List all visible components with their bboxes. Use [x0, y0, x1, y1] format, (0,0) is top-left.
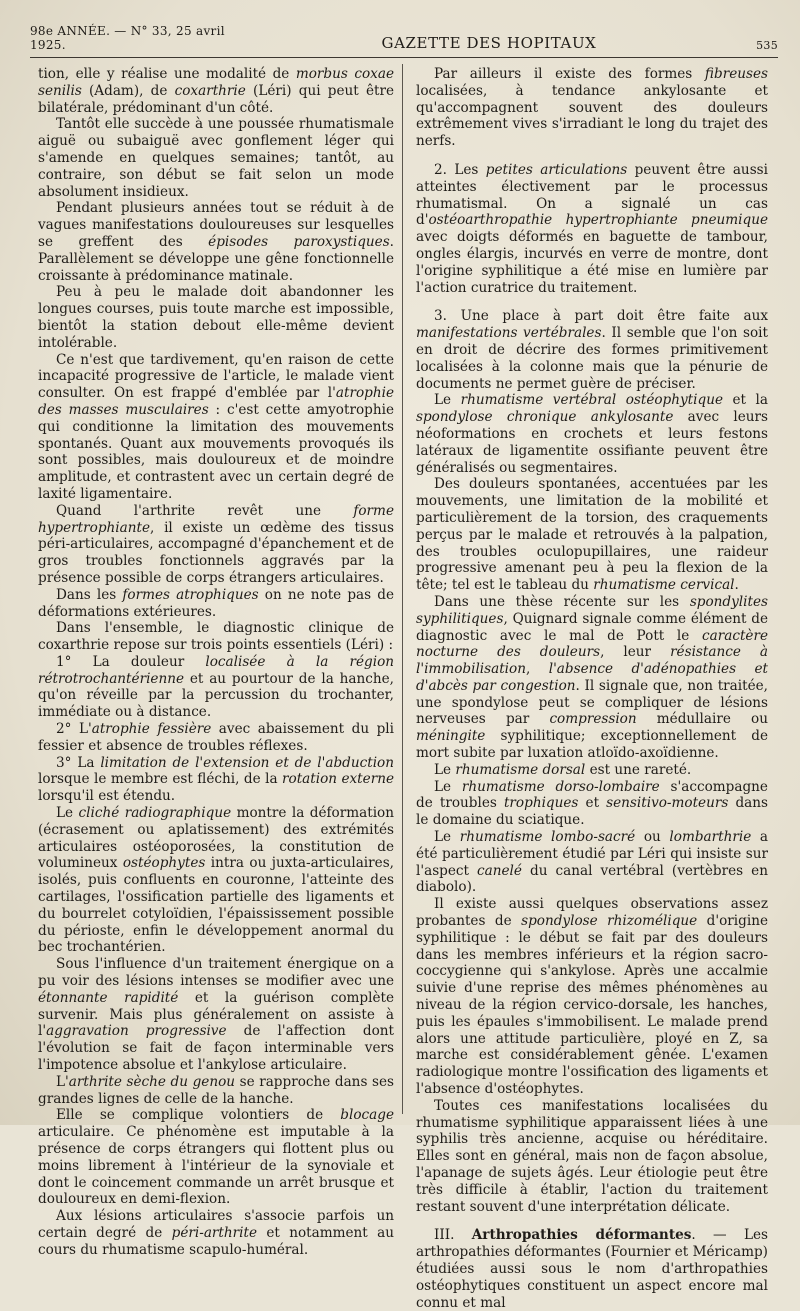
paragraph-p12: Le cliché radiographique montre la déformation (écrasement ou aplatissement) des extrémités articulaires ostéoporosées, la constitution de volumineux ostéophytes intra ou juxta-articulaires, isolés, puis confluents en couronne, l'atteinte des cartilages, l'ossification partielle des ligaments et du bourrelet cotyloïdien, l'épaississement possible du périoste, enfin le développement anormal du bec trochantérien. — [38, 805, 394, 956]
paragraph-p13: Sous l'influence d'un traitement énergique on a pu voir des lésions intenses se modifier avec une étonnante rapidité et la guérison complète survenir. Mais plus généralement on assiste à l'aggravation progressive de l'affection dont l'évolution se fait de façon interminable vers l'impotence absolue et l'ankylose articulaire. — [38, 956, 394, 1074]
paragraph-p4: Peu à peu le malade doit abandonner les longues courses, puis toute marche est impossible, bientôt la station debout elle-même devient intolérable. — [38, 284, 394, 351]
paragraph-p3: Pendant plusieurs années tout se réduit à de vagues manifestations douloureuses sur lesquelles se greffent des épisodes paroxystiques. Parallèlement se développe une gêne fonctionnelle croissante à prédominance matinale. — [38, 200, 394, 284]
left-column — [38, 66, 394, 1259]
paragraph-r5: Des douleurs spontanées, accentuées par les mouvements, une limitation de la mobilité et particulièrement de la torsion, des craquements perçus par le malade et retrouvés à la palpation, des troubles oculopupillaires, une raideur progressive amenant peu à peu la flexion de la tête; tel est le tableau du rhumatisme cervical. — [416, 476, 768, 594]
paragraph-p7: Dans les formes atrophiques on ne note pas de déformations extérieures. — [38, 586, 394, 620]
paragraph-r4: Le rhumatisme vertébral ostéophytique et la spondylose chronique ankylosante avec leurs néoformations en crochets et leurs festons latéraux de ligamentite ossifiante peuvent être généralisés ou segmentaires. — [416, 392, 768, 476]
paragraph-r11: Toutes ces manifestations localisées du rhumatisme syphilitique apparaissent liées à une syphilis très ancienne, acquise ou héréditaire. Elles sont en général, mais non de façon absolue, l'apanage de sujets âgés. Leur étiologie peut être très difficile à établir, l'action du traitement restant souvent d'une interprétation délicate. — [416, 1097, 768, 1215]
paragraph-r2: 2. Les petites articulations peuvent être aussi atteintes électivement par le processus rhumatismal. On a signalé un cas d'ostéoarthropathie hypertrophiante pneumique avec doigts déformés en baguette de tambour, ongles élargis, incurvés en verre de montre, dont l'origine syphilitique a été mise en lumière par l'action curatrice du traitement. — [416, 161, 768, 296]
paragraph-p14: L'arthrite sèche du genou se rapproche dans ses grandes lignes de celle de la hanche. — [38, 1073, 394, 1107]
paragraph-r3: 3. Une place à part doit être faite aux manifestations vertébrales. Il semble que l'on soit en droit de décrire des formes primitivement localisées à la colonne mais que la pénurie de documents ne permet guère de préciser. — [416, 308, 768, 392]
paragraph-r7: Le rhumatisme dorsal est une rareté. — [434, 761, 692, 778]
paragraph-r6: Dans une thèse récente sur les spondylites syphilitiques, Quignard signale comme élément de diagnostic avec le mal de Pott le caractère nocturne des douleurs, leur résistance à l'immobilisation, l'absence d'adénopathies et d'abcès par congestion. Il signale que, non traitée, une spondylose peut se compliquer de lésions nerveuses par compression médullaire ou méningite syphilitique; exceptionnellement de mort subite par luxation atloïdo-axoïdienne. — [416, 593, 768, 762]
page-header — [30, 22, 778, 52]
paragraph-p15: Elle se complique volontiers de blocage articulaire. Ce phénomène est imputable à la présence de corps étrangers qui flottent plus ou moins librement à l'intérieur de la synoviale et dont le coincement commande un arrêt brusque et douloureux en demi-flexion. — [38, 1107, 394, 1208]
paragraph-r9: Le rhumatisme lombo-sacré ou lombarthrie a été particulièrement étudié par Léri qui insiste sur l'aspect canelé du canal vertébral (vertèbres en diabolo). — [416, 829, 768, 896]
paragraph-r1: Par ailleurs il existe des formes fibreuses localisées, à tendance ankylosante et qu'accompagnent souvent des douleurs extrêmement vives s'irradiant le long du trajet des nerfs. — [416, 66, 768, 150]
page-number: 535 — [756, 39, 778, 52]
paragraph-p9: 1° La douleur localisée à la région rétrotrochantérienne et au pourtour de la hanche, qu'on réveille par la percussion du trochanter, immédiate ou à distance. — [38, 653, 395, 721]
paragraph-p16: Aux lésions articulaires s'associe parfois un certain degré de péri-arthrite et notamment au cours du rhumatisme scapulo-huméral. — [38, 1208, 394, 1258]
paragraph-r8: Le rhumatisme dorso-lombaire s'accompagne de troubles trophiques et sensitivo-moteurs dans le domaine du sciatique. — [416, 778, 769, 829]
paragraph-p5: Ce n'est que tardivement, qu'en raison de cette incapacité progressive de l'article, le malade vient consulter. On est frappé d'emblée par l'atrophie des masses musculaires : c'est cette amyotrophie qui conditionne la limitation des mouvements spontanés. Quant aux mouvements provoqués ils sont possibles, mais douloureux et de moindre amplitude, et contrastent avec un certain degré de laxité ligamentaire. — [38, 351, 394, 502]
journal-title: GAZETTE DES HOPITAUX — [381, 34, 597, 52]
column-divider — [402, 64, 403, 1114]
paragraph-r10: Il existe aussi quelques observations assez probantes de spondylose rhizomélique d'origine syphilitique : le début se fait par des douleurs dans les membres inférieurs et la région sacro-coccygienne qui s'ankylose. Après une accalmie suivie d'une reprise des mêmes phénomènes au niveau de la région cervico-dorsale, les hanches, puis les épaules s'immobilisent. Le malade prend alors une attitude particulière, ployé en Z, sa marche est considérablement gênée. L'examen radiologique montre l'ossification des ligaments et l'absence d'ostéophytes. — [416, 896, 769, 1098]
paragraph-p2: Tantôt elle succède à une poussée rhumatismale aiguë ou subaiguë avec gonflement léger qui s'amende en quelques semaines; tantôt, au contraire, son début se fait selon un mode absolument insidieux. — [38, 116, 394, 200]
header-rule — [30, 57, 778, 58]
issue-info: 98e ANNÉE. — N° 33, 25 avril 1925. — [30, 24, 225, 52]
paragraph-p11: 3° La limitation de l'extension et de l'abduction lorsque le membre est fléchi, de la rotation externe lorsqu'il est étendu. — [38, 754, 394, 805]
paragraph-p8: Dans l'ensemble, le diagnostic clinique de coxarthrie repose sur trois points essentiels (Léri) : — [38, 620, 394, 654]
paragraph-p1: tion, elle y réalise une modalité de morbus coxae senilis (Adam), de coxarthrie (Léri) qui peut être bilatérale, prédominant d'un côté. — [38, 66, 394, 116]
right-column — [416, 66, 768, 1311]
paragraph-p6: Quand l'arthrite revêt une forme hypertrophiante, il existe un œdème des tissus péri-articulaires, accompagné d'épanchement et de gros troubles fonctionnels aggravés par la présence possible de corps étrangers articulaires. — [38, 502, 394, 586]
paragraph-r12: III. Arthropathies déformantes. — Les arthropathies déformantes (Fournier et Méricamp) étudiées aussi sous le nom d'arthropathies ostéophytiques constituent un aspect encore mal connu et mal — [416, 1227, 768, 1311]
paragraph-p10: 2° L'atrophie fessière avec abaissement du pli fessier et absence de troubles réflexes. — [38, 721, 395, 754]
